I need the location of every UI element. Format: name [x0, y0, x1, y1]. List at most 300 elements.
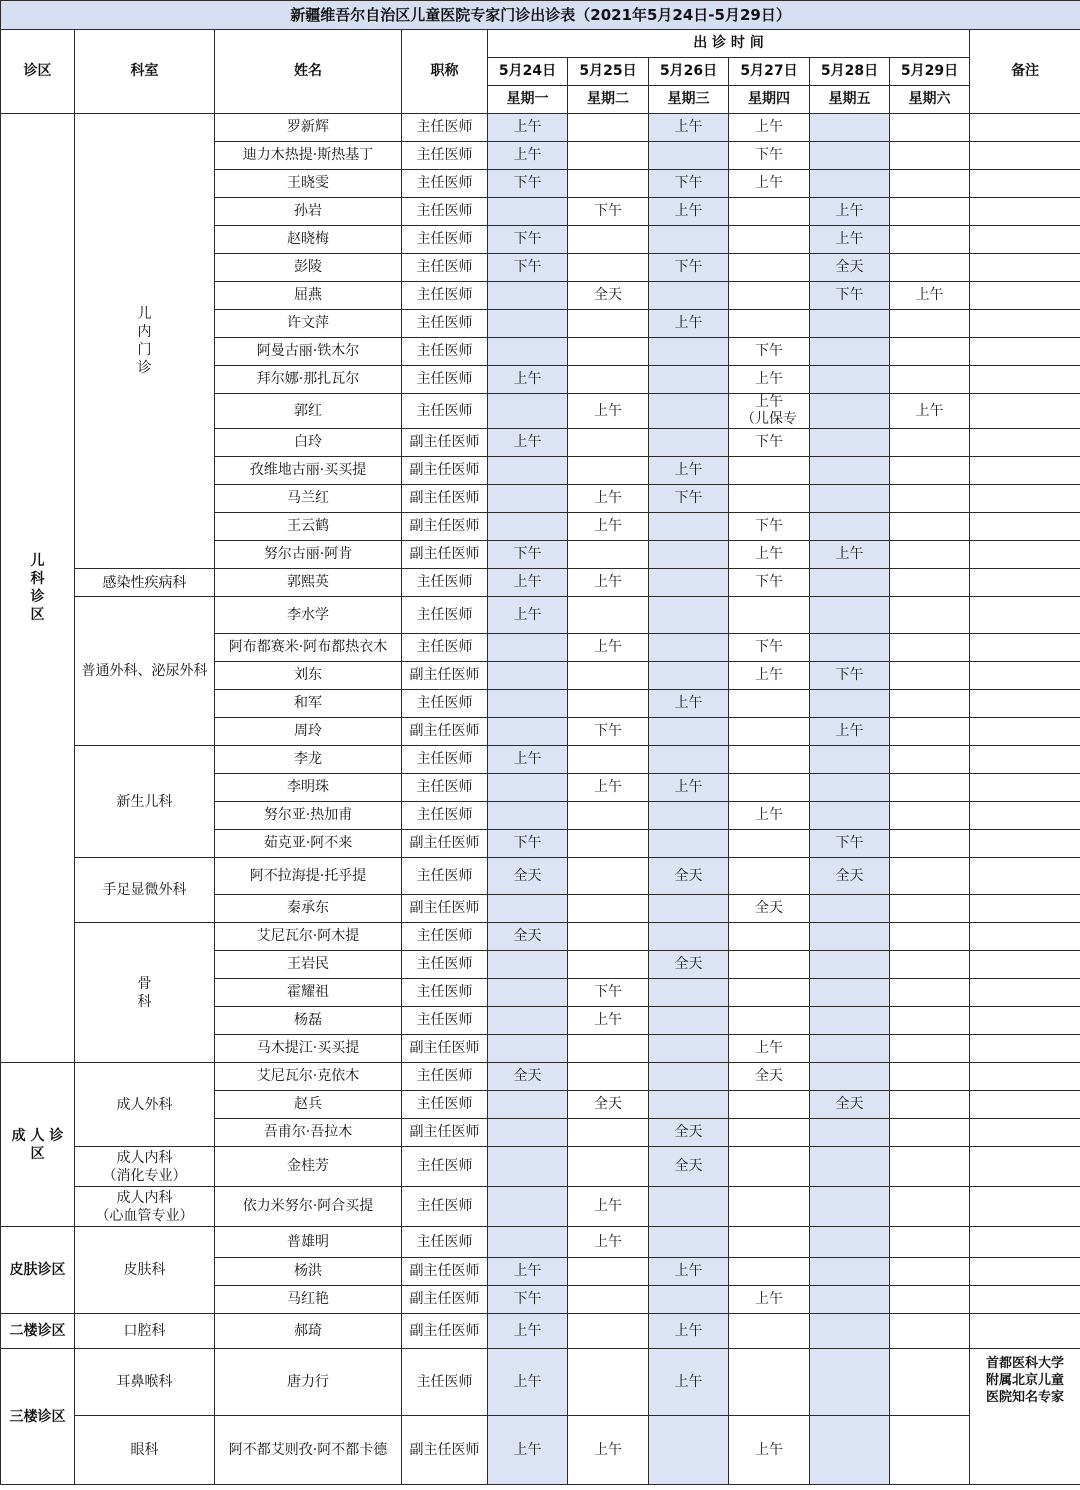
- zone-cell: 二楼诊区: [1, 1314, 75, 1349]
- schedule-cell: [810, 310, 890, 338]
- schedule-cell: [890, 858, 970, 895]
- doctor-rank: 主任医师: [402, 1091, 488, 1119]
- schedule-cell: [810, 569, 890, 597]
- schedule-cell: [890, 895, 970, 923]
- schedule-cell: [488, 1091, 568, 1119]
- remark-cell: 首都医科大学 附属北京儿童 医院知名专家: [970, 1349, 1080, 1485]
- schedule-cell: [568, 142, 649, 170]
- schedule-cell: [890, 718, 970, 746]
- remark-cell: [970, 366, 1080, 394]
- doctor-name: 努尔古丽·阿肯: [215, 541, 402, 569]
- schedule-cell: [488, 1147, 568, 1187]
- schedule-cell: [890, 1258, 970, 1286]
- schedule-cell: [649, 895, 729, 923]
- schedule-cell: 上午: [649, 1258, 729, 1286]
- doctor-name: 郭红: [215, 394, 402, 429]
- schedule-cell: 下午: [488, 170, 568, 198]
- schedule-cell: 下午: [810, 830, 890, 858]
- doctor-rank: 主任医师: [402, 114, 488, 142]
- schedule-cell: [890, 1349, 970, 1416]
- schedule-cell: 上午: [568, 513, 649, 541]
- schedule-cell: [890, 226, 970, 254]
- schedule-cell: 上午: [568, 1227, 649, 1258]
- remark-cell: [970, 1314, 1080, 1349]
- schedule-cell: 上午: [729, 366, 810, 394]
- schedule-cell: 上午: [649, 774, 729, 802]
- date-header: 5月29日: [890, 58, 970, 86]
- doctor-name: 金桂芳: [215, 1147, 402, 1187]
- schedule-cell: [810, 802, 890, 830]
- remark-cell: [970, 718, 1080, 746]
- schedule-cell: [890, 1227, 970, 1258]
- schedule-cell: 上午: [649, 1349, 729, 1416]
- schedule-cell: [729, 858, 810, 895]
- schedule-cell: [890, 1119, 970, 1147]
- doctor-rank: 主任医师: [402, 338, 488, 366]
- schedule-cell: 上午: [488, 1258, 568, 1286]
- schedule-cell: [890, 1416, 970, 1485]
- schedule-cell: [810, 774, 890, 802]
- dept-cell: 感染性疾病科: [75, 569, 215, 597]
- doctor-rank: 主任医师: [402, 1007, 488, 1035]
- schedule-cell: [568, 114, 649, 142]
- remark-cell: [970, 634, 1080, 662]
- schedule-cell: [649, 366, 729, 394]
- doctor-name: 马木提江·买买提: [215, 1035, 402, 1063]
- schedule-cell: 下午: [568, 198, 649, 226]
- doctor-rank: 副主任医师: [402, 662, 488, 690]
- doctor-name: 屈燕: [215, 282, 402, 310]
- doctor-name: 和军: [215, 690, 402, 718]
- schedule-cell: [890, 1007, 970, 1035]
- schedule-cell: 上午: [729, 170, 810, 198]
- doctor-name: 马兰红: [215, 485, 402, 513]
- weekday-header: 星期五: [810, 86, 890, 114]
- dept-cell: 成人内科 （消化专业）: [75, 1147, 215, 1187]
- schedule-cell: 全天: [810, 254, 890, 282]
- schedule-cell: [890, 830, 970, 858]
- schedule-cell: 上午: [649, 1314, 729, 1349]
- schedule-cell: 上午: [488, 746, 568, 774]
- date-header: 5月27日: [729, 58, 810, 86]
- schedule-cell: [568, 597, 649, 634]
- schedule-cell: 上午: [729, 1286, 810, 1314]
- schedule-cell: [729, 198, 810, 226]
- schedule-cell: [568, 1258, 649, 1286]
- schedule-cell: 上午: [890, 282, 970, 310]
- dept-cell: 骨 科: [75, 923, 215, 1063]
- schedule-cell: [568, 1063, 649, 1091]
- schedule-cell: 下午: [729, 634, 810, 662]
- schedule-cell: [890, 1286, 970, 1314]
- schedule-cell: [488, 338, 568, 366]
- dept-cell: 口腔科: [75, 1314, 215, 1349]
- doctor-name: 杨洪: [215, 1258, 402, 1286]
- header-zone: 诊区: [1, 30, 75, 114]
- schedule-cell: [810, 338, 890, 366]
- schedule-cell: [649, 662, 729, 690]
- remark-cell: [970, 858, 1080, 895]
- page-title: 新疆维吾尔自治区儿童医院专家门诊出诊表（2021年5月24日-5月29日）: [1, 1, 1080, 30]
- zone-cell: 皮肤诊区: [1, 1227, 75, 1314]
- schedule-cell: [729, 1314, 810, 1349]
- schedule-cell: 上午: [488, 1416, 568, 1485]
- header-time: 出 诊 时 间: [488, 30, 970, 58]
- schedule-cell: [810, 1227, 890, 1258]
- table-row: [1, 597, 1080, 634]
- schedule-cell: [810, 979, 890, 1007]
- schedule-cell: [488, 1227, 568, 1258]
- schedule-cell: 上午: [890, 394, 970, 429]
- doctor-rank: 主任医师: [402, 254, 488, 282]
- schedule-cell: [649, 923, 729, 951]
- doctor-name: 王晓雯: [215, 170, 402, 198]
- schedule-cell: [649, 226, 729, 254]
- schedule-cell: [890, 1147, 970, 1187]
- schedule-cell: 上午: [649, 310, 729, 338]
- doctor-rank: 主任医师: [402, 198, 488, 226]
- schedule-cell: [568, 1286, 649, 1314]
- schedule-cell: [649, 1286, 729, 1314]
- date-header: 5月24日: [488, 58, 568, 86]
- doctor-name: 白玲: [215, 429, 402, 457]
- schedule-cell: [568, 170, 649, 198]
- remark-cell: [970, 923, 1080, 951]
- remark-cell: [970, 979, 1080, 1007]
- schedule-cell: [649, 569, 729, 597]
- schedule-cell: [649, 338, 729, 366]
- dept-cell: 耳鼻喉科: [75, 1349, 215, 1416]
- schedule-cell: [810, 923, 890, 951]
- schedule-cell: [890, 802, 970, 830]
- schedule-cell: 全天: [568, 282, 649, 310]
- doctor-rank: 副主任医师: [402, 1119, 488, 1147]
- schedule-cell: [810, 1187, 890, 1227]
- schedule-cell: [729, 718, 810, 746]
- remark-cell: [970, 282, 1080, 310]
- zone-cell: 儿 科 诊 区: [1, 114, 75, 1063]
- schedule-cell: 下午: [488, 1286, 568, 1314]
- schedule-cell: 上午: [568, 634, 649, 662]
- schedule-cell: 全天: [568, 1091, 649, 1119]
- schedule-cell: [568, 802, 649, 830]
- schedule-cell: 下午: [729, 142, 810, 170]
- remark-cell: [970, 951, 1080, 979]
- doctor-rank: 主任医师: [402, 226, 488, 254]
- schedule-cell: [568, 830, 649, 858]
- doctor-name: 普雄明: [215, 1227, 402, 1258]
- schedule-cell: [890, 1091, 970, 1119]
- schedule-cell: [568, 366, 649, 394]
- dept-cell: 儿 内 门 诊: [75, 114, 215, 569]
- header-note: 备注: [970, 30, 1080, 114]
- schedule-cell: 下午: [810, 282, 890, 310]
- schedule-cell: 上午: [649, 690, 729, 718]
- schedule-cell: [810, 746, 890, 774]
- remark-cell: [970, 774, 1080, 802]
- remark-cell: [970, 662, 1080, 690]
- schedule-cell: [649, 1007, 729, 1035]
- remark-cell: [970, 541, 1080, 569]
- schedule-cell: [810, 1147, 890, 1187]
- schedule-cell: [649, 1416, 729, 1485]
- schedule-cell: [488, 485, 568, 513]
- doctor-rank: 主任医师: [402, 394, 488, 429]
- schedule-cell: [649, 802, 729, 830]
- schedule-cell: 上午: [729, 802, 810, 830]
- schedule-cell: 全天: [649, 951, 729, 979]
- schedule-cell: 上午: [488, 569, 568, 597]
- doctor-name: 艾尼瓦尔·克依木: [215, 1063, 402, 1091]
- schedule-cell: [729, 1147, 810, 1187]
- schedule-cell: [729, 597, 810, 634]
- schedule-cell: [890, 198, 970, 226]
- doctor-name: 杨磊: [215, 1007, 402, 1035]
- schedule-cell: 上午: [568, 1187, 649, 1227]
- schedule-cell: 上午: [488, 114, 568, 142]
- schedule-cell: [890, 254, 970, 282]
- doctor-rank: 副主任医师: [402, 485, 488, 513]
- schedule-cell: [649, 597, 729, 634]
- remark-cell: [970, 485, 1080, 513]
- remark-cell: [970, 457, 1080, 485]
- schedule-cell: 全天: [810, 1091, 890, 1119]
- schedule-cell: [649, 746, 729, 774]
- doctor-rank: 主任医师: [402, 802, 488, 830]
- weekday-header: 星期三: [649, 86, 729, 114]
- remark-cell: [970, 1147, 1080, 1187]
- schedule-cell: 全天: [488, 923, 568, 951]
- schedule-cell: [568, 429, 649, 457]
- doctor-name: 阿布都赛米·阿布都热衣木: [215, 634, 402, 662]
- schedule-cell: [568, 1349, 649, 1416]
- schedule-cell: [488, 310, 568, 338]
- schedule-cell: [810, 634, 890, 662]
- doctor-name: 李明珠: [215, 774, 402, 802]
- schedule-cell: [810, 1035, 890, 1063]
- table-row: [1, 1349, 1080, 1416]
- doctor-name: 孙岩: [215, 198, 402, 226]
- schedule-cell: [488, 198, 568, 226]
- schedule-cell: [649, 142, 729, 170]
- schedule-cell: [649, 394, 729, 429]
- schedule-cell: 上午: [488, 429, 568, 457]
- schedule-cell: 上午: [488, 1349, 568, 1416]
- schedule-cell: [729, 830, 810, 858]
- table-row: [1, 114, 1080, 142]
- date-header: 5月26日: [649, 58, 729, 86]
- schedule-cell: [488, 802, 568, 830]
- schedule-cell: [729, 1258, 810, 1286]
- schedule-cell: [810, 1063, 890, 1091]
- schedule-cell: [568, 690, 649, 718]
- schedule-cell: [810, 1286, 890, 1314]
- schedule-cell: [568, 858, 649, 895]
- schedule-cell: [890, 1314, 970, 1349]
- schedule-cell: [890, 923, 970, 951]
- doctor-name: 罗新辉: [215, 114, 402, 142]
- schedule-cell: 上午: [729, 114, 810, 142]
- schedule-cell: [810, 951, 890, 979]
- schedule-cell: [729, 923, 810, 951]
- schedule-cell: 上午: [488, 597, 568, 634]
- schedule-cell: 下午: [568, 718, 649, 746]
- schedule-cell: [810, 170, 890, 198]
- remark-cell: [970, 170, 1080, 198]
- doctor-rank: 主任医师: [402, 569, 488, 597]
- schedule-cell: [568, 1119, 649, 1147]
- schedule-cell: [810, 366, 890, 394]
- schedule-cell: 全天: [729, 895, 810, 923]
- schedule-cell: 上午: [810, 541, 890, 569]
- doctor-rank: 副主任医师: [402, 718, 488, 746]
- date-header: 5月28日: [810, 58, 890, 86]
- doctor-rank: 主任医师: [402, 858, 488, 895]
- schedule-cell: 上午: [649, 198, 729, 226]
- schedule-cell: 上午: [568, 774, 649, 802]
- doctor-name: 阿曼古丽·铁木尔: [215, 338, 402, 366]
- schedule-cell: 上午: [810, 718, 890, 746]
- schedule-cell: [810, 1349, 890, 1416]
- schedule-cell: [890, 951, 970, 979]
- schedule-cell: 下午: [729, 569, 810, 597]
- doctor-name: 吾甫尔·吾拉木: [215, 1119, 402, 1147]
- schedule-cell: [568, 338, 649, 366]
- doctor-rank: 主任医师: [402, 979, 488, 1007]
- remark-cell: [970, 746, 1080, 774]
- doctor-rank: 副主任医师: [402, 541, 488, 569]
- remark-cell: [970, 254, 1080, 282]
- schedule-cell: [729, 774, 810, 802]
- schedule-cell: [890, 170, 970, 198]
- schedule-cell: [810, 394, 890, 429]
- doctor-rank: 主任医师: [402, 310, 488, 338]
- schedule-cell: [649, 429, 729, 457]
- schedule-cell: [729, 254, 810, 282]
- schedule-cell: 上午: [488, 142, 568, 170]
- schedule-cell: 上午: [810, 226, 890, 254]
- schedule-cell: [649, 282, 729, 310]
- schedule-cell: [729, 1119, 810, 1147]
- remark-cell: [970, 1091, 1080, 1119]
- remark-cell: [970, 1227, 1080, 1258]
- schedule-cell: [890, 429, 970, 457]
- remark-cell: [970, 429, 1080, 457]
- header-name: 姓名: [215, 30, 402, 114]
- schedule-cell: [568, 895, 649, 923]
- schedule-cell: 上午: [729, 1416, 810, 1485]
- schedule-cell: [568, 1314, 649, 1349]
- schedule-cell: 上午 （儿保专: [729, 394, 810, 429]
- schedule-cell: [810, 485, 890, 513]
- remark-cell: [970, 310, 1080, 338]
- schedule-cell: [488, 394, 568, 429]
- table-row: [1, 858, 1080, 895]
- schedule-cell: [488, 634, 568, 662]
- schedule-cell: [890, 114, 970, 142]
- schedule-cell: [810, 1314, 890, 1349]
- schedule-cell: 上午: [729, 541, 810, 569]
- doctor-name: 王岩民: [215, 951, 402, 979]
- schedule-cell: 全天: [649, 1147, 729, 1187]
- schedule-cell: 全天: [649, 1119, 729, 1147]
- schedule-cell: 下午: [729, 338, 810, 366]
- schedule-cell: [729, 690, 810, 718]
- schedule-cell: [890, 634, 970, 662]
- remark-cell: [970, 198, 1080, 226]
- schedule-cell: 全天: [810, 858, 890, 895]
- remark-cell: [970, 114, 1080, 142]
- schedule-cell: [649, 718, 729, 746]
- schedule-cell: [649, 541, 729, 569]
- remark-cell: [970, 690, 1080, 718]
- dept-cell: 皮肤科: [75, 1227, 215, 1314]
- schedule-cell: [568, 1147, 649, 1187]
- schedule-cell: [568, 662, 649, 690]
- remark-cell: [970, 1119, 1080, 1147]
- schedule-cell: [810, 1258, 890, 1286]
- doctor-rank: 副主任医师: [402, 1258, 488, 1286]
- schedule-cell: [890, 541, 970, 569]
- doctor-rank: 主任医师: [402, 282, 488, 310]
- schedule-cell: [810, 429, 890, 457]
- remark-cell: [970, 1187, 1080, 1227]
- doctor-name: 霍耀祖: [215, 979, 402, 1007]
- schedule-cell: [649, 979, 729, 1007]
- table-row: [1, 923, 1080, 951]
- remark-cell: [970, 895, 1080, 923]
- schedule-cell: 下午: [649, 170, 729, 198]
- schedule-cell: [890, 662, 970, 690]
- schedule-cell: [890, 1187, 970, 1227]
- dept-cell: 普通外科、泌尿外科: [75, 597, 215, 746]
- doctor-rank: 副主任医师: [402, 895, 488, 923]
- schedule-cell: [488, 1007, 568, 1035]
- schedule-cell: [729, 951, 810, 979]
- schedule-cell: [729, 1091, 810, 1119]
- remark-cell: [970, 802, 1080, 830]
- schedule-cell: [729, 1227, 810, 1258]
- schedule-cell: [890, 746, 970, 774]
- schedule-cell: [488, 1187, 568, 1227]
- schedule-cell: [890, 1063, 970, 1091]
- weekday-header: 星期二: [568, 86, 649, 114]
- schedule-cell: [649, 1035, 729, 1063]
- schedule-cell: [568, 254, 649, 282]
- schedule-cell: 上午: [488, 366, 568, 394]
- schedule-cell: [890, 597, 970, 634]
- doctor-rank: 主任医师: [402, 1187, 488, 1227]
- schedule-cell: [890, 690, 970, 718]
- schedule-cell: 下午: [488, 226, 568, 254]
- schedule-cell: [488, 282, 568, 310]
- dept-cell: 新生儿科: [75, 746, 215, 858]
- header-rank: 职称: [402, 30, 488, 114]
- remark-cell: [970, 569, 1080, 597]
- schedule-cell: [890, 569, 970, 597]
- remark-cell: [970, 597, 1080, 634]
- schedule-cell: [729, 485, 810, 513]
- doctor-name: 努尔亚·热加甫: [215, 802, 402, 830]
- doctor-rank: 主任医师: [402, 366, 488, 394]
- doctor-rank: 主任医师: [402, 1227, 488, 1258]
- schedule-cell: [890, 338, 970, 366]
- schedule-cell: 下午: [649, 485, 729, 513]
- doctor-name: 拜尔娜·那扎瓦尔: [215, 366, 402, 394]
- doctor-name: 赵晓梅: [215, 226, 402, 254]
- remark-cell: [970, 1035, 1080, 1063]
- doctor-rank: 副主任医师: [402, 513, 488, 541]
